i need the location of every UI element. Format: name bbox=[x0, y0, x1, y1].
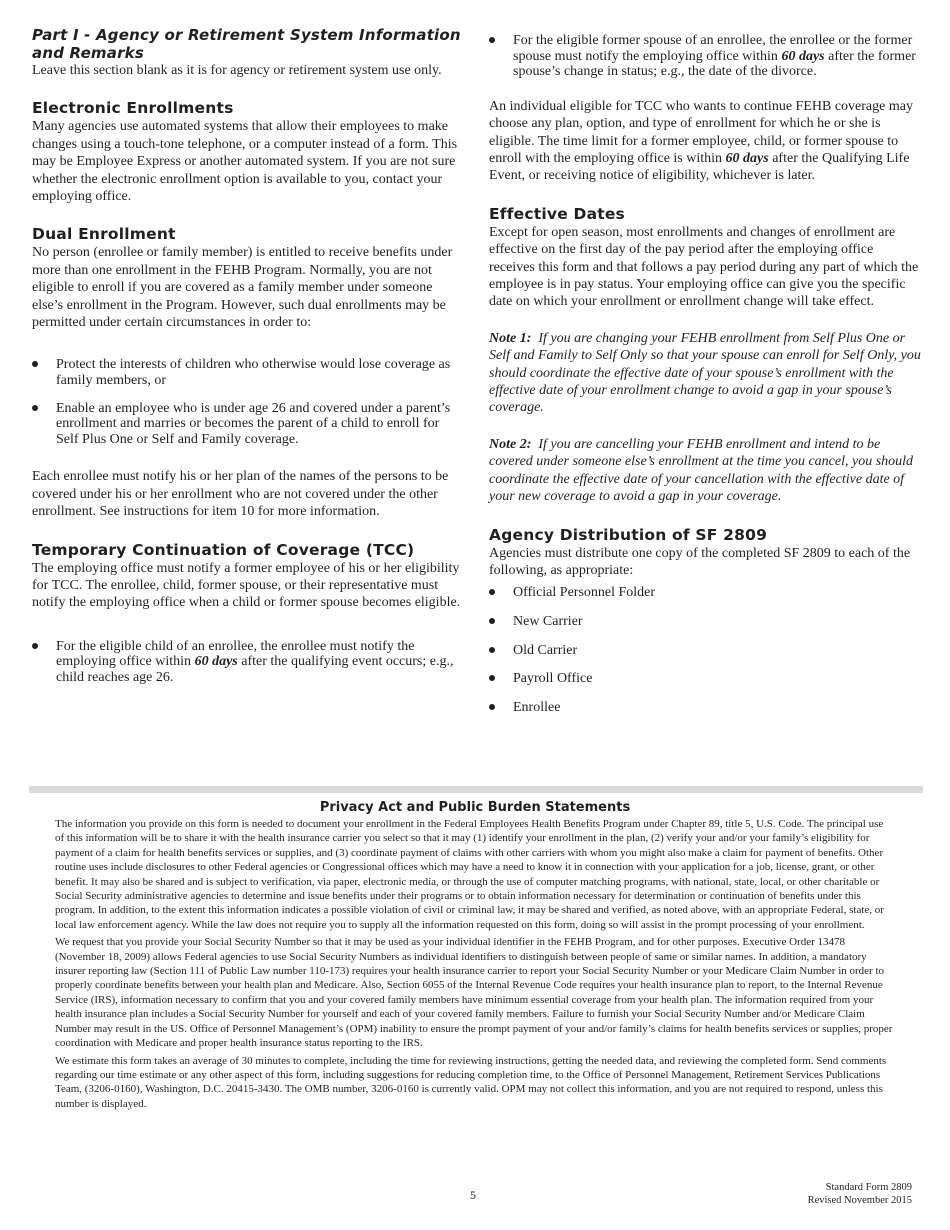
list-item: For the eligible child of an enrollee, the enrollee must notify the employing office within 60 days after the qualifying event occurs; e.g., child reaches age 26. bbox=[32, 639, 464, 686]
privacy-paragraph: The information you provide on this form is needed to document your enrollment in the Federal Employees Health Benefits Program under Chapter 89, title 5, U.S. Code. The principal use of this information will be to share it with the health insurance carrier you select so that it may (1) identify your enrollment in the plan, (2) verify your and/or your family’s eligibility for payment of a claim for health benefits services or supplies, and (3) coordinate payment of claims with other carriers with whom you might also make a claim for payment of benefits. Other routine uses include disclosures to other Federal agencies or Congressional offices which may have a need to know it in connection with your application for a job, license, grant, or other benefit. It may also be shared and is subject to verification, via paper, electronic media, or through the use of computer matching programs, with national, state, local, or other charitable or Social Security administrative agencies to determine and issue benefits under their programs or to obtain information necessary for determination or continuation of benefits under this program. In addition, to the extent this information indicates a possible violation of civil or criminal law, it may be shared and verified, as noted above, with an appropriate Federal, state, or local law enforcement agency. While the law does not require you to supply all the information requested on this form, doing so will assist in the prompt processing of your enrollment. bbox=[55, 818, 884, 931]
list-item: Enrollee bbox=[489, 700, 921, 716]
list-item: Enable an employee who is under age 26 and covered under a parent’s enrollment and marries or becomes the parent of a child to enroll for Self Plus One or Self and Family coverage. bbox=[32, 401, 464, 448]
part1-text: Leave this section blank as it is for agency or retirement system use only. bbox=[32, 63, 442, 78]
note-2: Note 2: If you are cancelling your FEHB enrollment and intend to be covered under someone else’s enrollment at the time you cancel, you should coordinate the effective date of your cancellation with the effective date of your new coverage to avoid a gap in your coverage. bbox=[489, 436, 914, 505]
list-item: Old Carrier bbox=[489, 643, 921, 659]
form-name: Standard Form 2809 bbox=[825, 1182, 912, 1193]
form-identifier bbox=[808, 1182, 912, 1207]
privacy-act-section bbox=[55, 799, 895, 1114]
form-revision: Revised November 2015 bbox=[807, 1194, 912, 1206]
note-1: Note 1: If you are changing your FEHB enrollment from Self Plus One or Self and Family to Self Only so that your spouse can enroll for Self Only, you should coordinate the effective date of your spouse’s enrollment with the effective date of your enrollment change to avoid a gap in your spouse’s coverage. bbox=[489, 330, 921, 416]
section-divider bbox=[29, 786, 923, 793]
tcc-list bbox=[32, 639, 464, 686]
tcc-text: The employing office must notify a former employee of his or her eligibility for TCC. The enrollee, child, former spouse, or their representative must notify the employing office when a child or former spouse becomes eligible. bbox=[32, 560, 461, 611]
list-item: For the eligible former spouse of an enrollee, the enrollee or the former spouse must notify the employing office within 60 days after the former spouse’s change in status; e.g., the date of the divorce. bbox=[489, 33, 921, 80]
privacy-paragraph: We request that you provide your Social Security Number so that it may be used as your individual identifier in the FEHB Program, and for other purposes. Executive Order 13478 (November 18, 2009) allows Federal agencies to use Social Security Numbers as individual identifiers to distinguish between people of same or similar names. In addition, a mandatory insurer reporting law (Section 111 of Public Law number 110-173) requires your health insurance carrier to report your Social Security Number or your Medicare Claim Number in order to properly coordinate benefits between your health plan and Medicare. Also, Section 6055 of the Internal Revenue Code requires your health insurance plan to report, to the Internal Revenue Service (IRS), information necessary to confirm that you and your covered family members have minimum essential coverage from your health plan. The information required from your health insurance plan includes a Social Security Number for yourself and each of your covered family members. Failure to furnish your Social Security Number and/or Medicare Claim Number may result in the US. Office of Personnel Management’s (OPM) inability to ensure the prompt payment of your and/or family’s claims for health benefits services or supplies, proper coordination with Medicare and proper health insurance status reporting to the IRS. bbox=[55, 936, 893, 1050]
list-item: Payroll Office bbox=[489, 671, 921, 687]
list-item: Protect the interests of children who otherwise would lose coverage as family members, or bbox=[32, 357, 464, 388]
dual-enrollment-title: Dual Enrollment bbox=[32, 225, 176, 244]
list-item: Official Personnel Folder bbox=[489, 585, 921, 601]
dual-enrollment-text: No person (enrollee or family member) is entitled to receive benefits under more than one enrollment in the FEHB Program. Normally, you are not eligible to enroll if you are covered as a family member under someone else’s enrollment in the Program. However, such dual enrollments may be permitted under certain circumstances in order to: bbox=[32, 245, 453, 331]
right-column bbox=[489, 33, 921, 716]
dual-enrollment-after-text: Each enrollee must notify his or her plan of the names of the persons to be covered under his or her enrollment who are not covered under the other enrollment. See instructions for item 10 for more information. bbox=[32, 469, 449, 520]
page-number: 5 bbox=[470, 1188, 476, 1202]
part1-title: Part I - Agency or Retirement System Information and Remarks bbox=[32, 26, 461, 62]
agency-distribution-title: Agency Distribution of SF 2809 bbox=[489, 525, 768, 544]
tcc-list-continued bbox=[489, 33, 921, 80]
tcc-title: Temporary Continuation of Coverage (TCC) bbox=[32, 540, 415, 559]
effective-dates-title: Effective Dates bbox=[489, 204, 625, 223]
list-item: New Carrier bbox=[489, 614, 921, 630]
dual-enrollment-list bbox=[32, 357, 464, 447]
privacy-paragraph: We estimate this form takes an average of 30 minutes to complete, including the time for reviewing instructions, getting the needed data, and reviewing the completed form. Send comments regarding our time estimate or any other aspect of this form, including suggestions for reducing completion time, to the Office of Personnel Management, Retirement Services Publications Team, (3206-0160), Washington, D.C. 20415-3430. The OMB number, 3206-0160 is currently valid. OPM may not collect this information, and you are not required to respond, unless this number is displayed. bbox=[55, 1054, 887, 1110]
electronic-enrollments-title: Electronic Enrollments bbox=[32, 99, 234, 118]
left-column bbox=[32, 26, 464, 686]
tcc-eligibility-text: An individual eligible for TCC who wants to continue FEHB coverage may choose any plan, option, and type of enrollment for which he or she is eligible. The time limit for a former employee, child, or former spouse to enroll with the employing office is within 60 days after the Qualifying Life Event, or receiving notice of eligibility, whichever is later. bbox=[489, 98, 913, 184]
effective-dates-text: Except for open season, most enrollments and changes of enrollment are effective on the first day of the pay period after the employing office receives this form and that follows a pay period during any part of which the employee is in pay status. Your employing office can give you the specific date on which your enrollment or enrollment change will take effect. bbox=[489, 224, 919, 310]
electronic-enrollments-text: Many agencies use automated systems that allow their employees to make changes using a touch-tone telephone, or a computer instead of a form. This may be Employee Express or another automated system. If you are not sure whether the electronic enrollment option is available to you, contact your employing office. bbox=[32, 119, 458, 205]
agency-distribution-text: Agencies must distribute one copy of the completed SF 2809 to each of the following, as appropriate: bbox=[489, 545, 911, 578]
privacy-title: Privacy Act and Public Burden Statements bbox=[319, 800, 631, 815]
distribution-list bbox=[489, 585, 921, 715]
